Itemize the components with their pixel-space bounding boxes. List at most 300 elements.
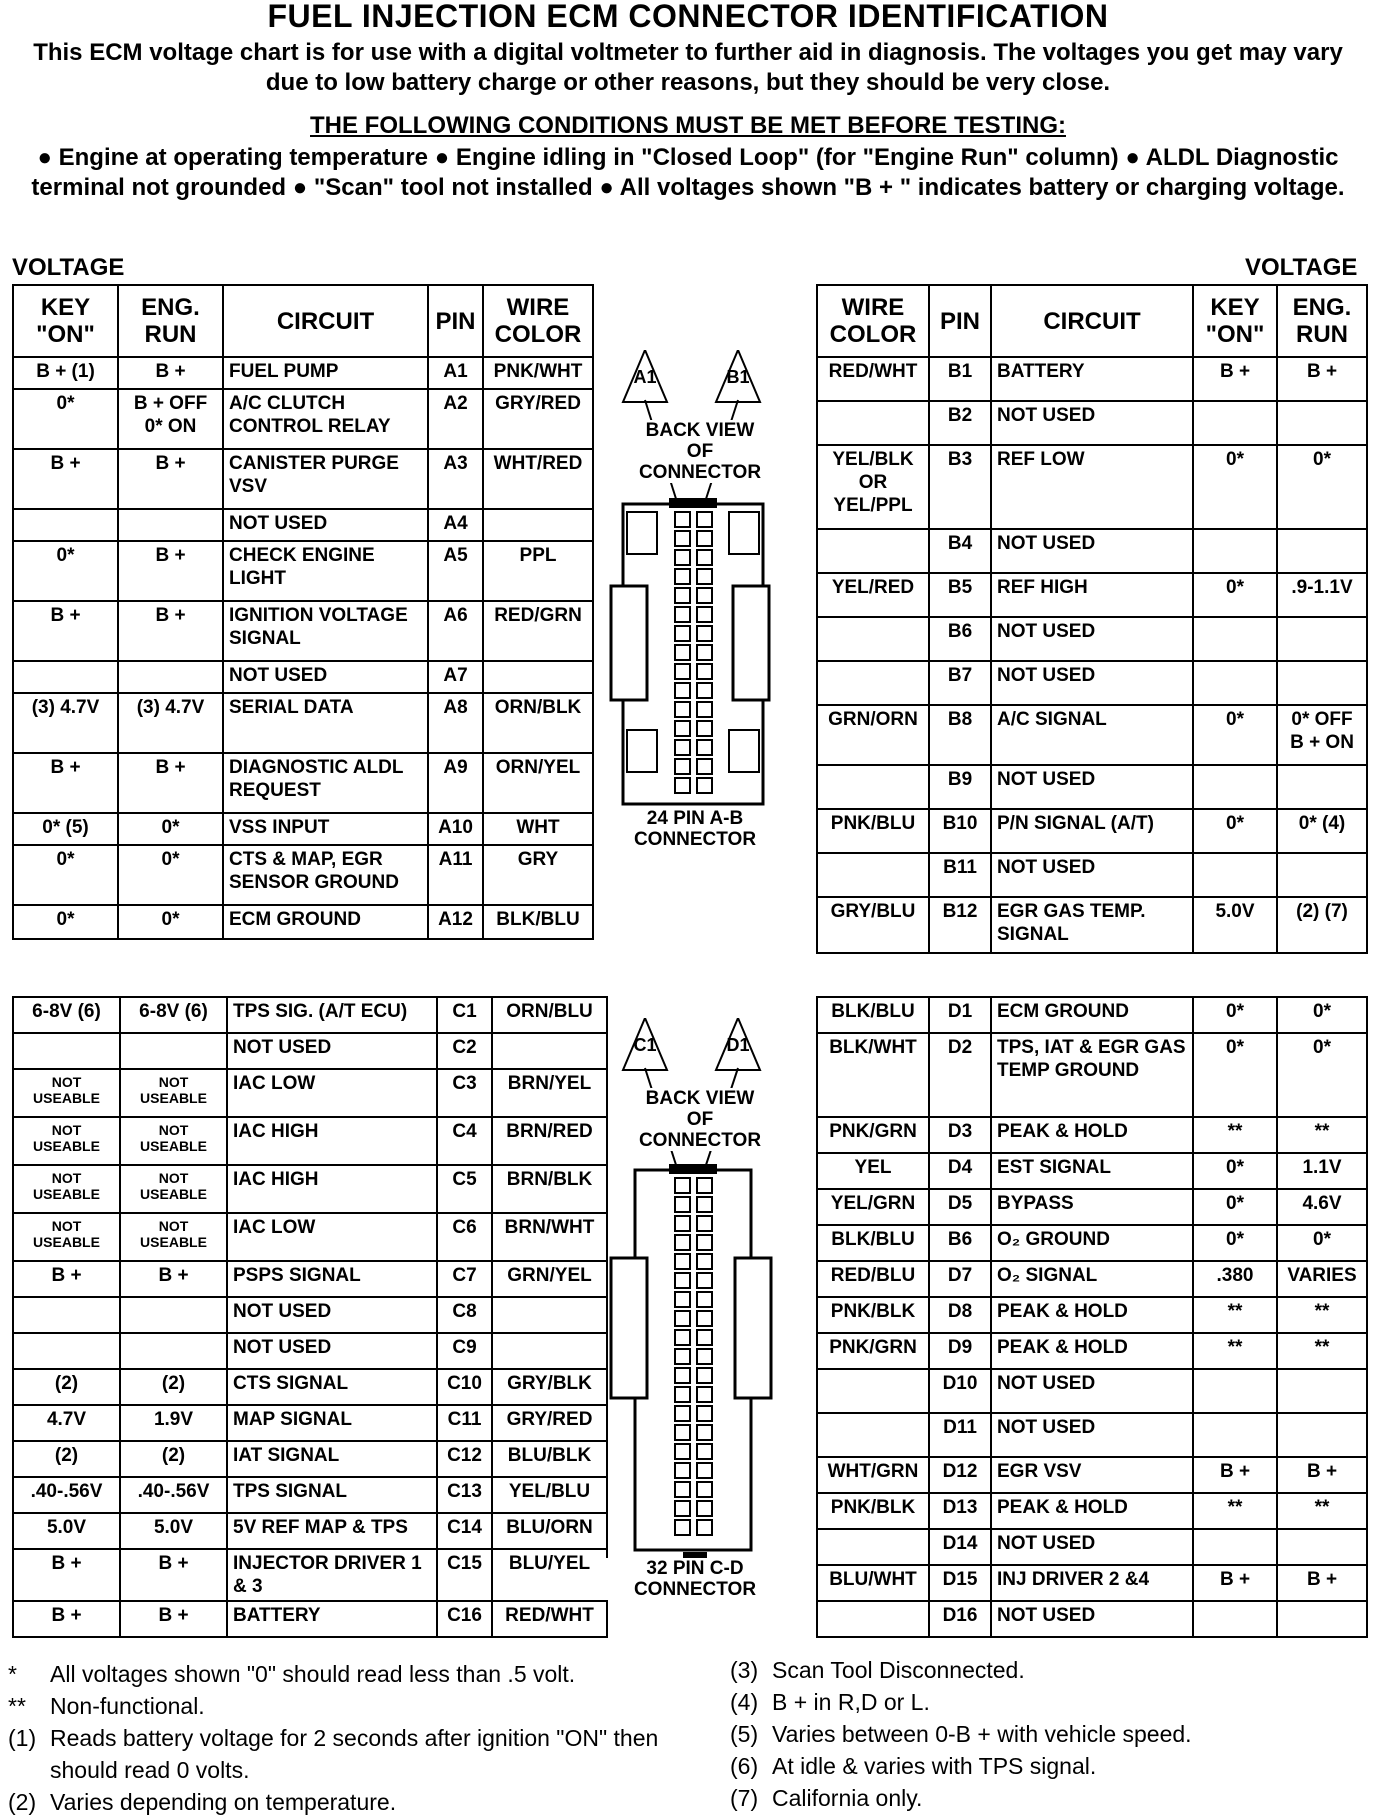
pin-cell: C7 <box>437 1261 492 1297</box>
pin-cell: D3 <box>929 1117 991 1153</box>
circuit-cell: IAC LOW <box>227 1213 437 1261</box>
back-view-label: BACK VIEW OF CONNECTOR <box>625 1088 775 1151</box>
table-row <box>817 1189 1367 1225</box>
header-pin: PIN <box>428 285 483 357</box>
circuit-cell: TPS, IAT & EGR GAS TEMP GROUND <box>991 1033 1193 1117</box>
circuit-cell: EGR VSV <box>991 1457 1193 1493</box>
pin-cavity <box>675 1501 690 1516</box>
run-cell <box>120 1333 227 1369</box>
table-row <box>817 1493 1367 1529</box>
run-cell: 0* <box>118 813 223 845</box>
table-row <box>13 997 607 1033</box>
run-cell: 5.0V <box>120 1513 227 1549</box>
key-cell: 0* <box>1193 1033 1277 1117</box>
table-row <box>13 1369 607 1405</box>
pin-cell: D16 <box>929 1601 991 1637</box>
table-row <box>13 1441 607 1477</box>
pin-cell: C9 <box>437 1333 492 1369</box>
pin-cell: B2 <box>929 401 991 445</box>
pin-cavity <box>697 664 712 679</box>
circuit-cell: IGNITION VOLTAGE SIGNAL <box>223 601 428 661</box>
notes-left <box>8 1658 708 1818</box>
table-row <box>817 573 1367 617</box>
pin-cavity <box>675 1311 690 1326</box>
pin-cavity <box>697 683 712 698</box>
header-circuit: CIRCUIT <box>223 285 428 357</box>
pin-cell: D8 <box>929 1297 991 1333</box>
circuit-cell: DIAGNOSTIC ALDL REQUEST <box>223 753 428 813</box>
wire-cell: GRY/RED <box>483 389 593 449</box>
pin-cavity <box>675 759 690 774</box>
run-cell: 1.1V <box>1277 1153 1367 1189</box>
pin-cavity <box>675 778 690 793</box>
pin-cavity <box>675 1292 690 1307</box>
run-cell: VARIES <box>1277 1261 1367 1297</box>
key-cell: B + (1) <box>13 357 118 389</box>
wire-cell <box>817 765 929 809</box>
pin-cavity <box>697 1216 712 1231</box>
pin-cell: A1 <box>428 357 483 389</box>
conditions-text: ● Engine at operating temperature ● Engine idling in "Closed Loop" (for "Engine Run" column) ● ALDL Diagnostic terminal not grounded ● "Scan" tool not installed ● All voltages shown "B + " indicates battery or charging voltage. <box>31 144 1345 201</box>
run-cell: B + <box>118 357 223 389</box>
table-row <box>817 617 1367 661</box>
pin-cell: C13 <box>437 1477 492 1513</box>
circuit-cell: REF LOW <box>991 445 1193 529</box>
circuit-cell: IAT SIGNAL <box>227 1441 437 1477</box>
pin-cavity <box>697 740 712 755</box>
table-row <box>817 1529 1367 1565</box>
wire-cell: BRN/WHT <box>492 1213 607 1261</box>
pin-cavity <box>675 740 690 755</box>
wire-cell: PNK/BLK <box>817 1297 929 1333</box>
key-cell <box>13 1333 120 1369</box>
circuit-cell: PEAK & HOLD <box>991 1333 1193 1369</box>
wire-cell: YEL/GRN <box>817 1189 929 1225</box>
table-row <box>13 1033 607 1069</box>
header-wire-color: WIRE COLOR <box>817 285 929 357</box>
pin-cell: D11 <box>929 1413 991 1457</box>
pin-cavity <box>697 607 712 622</box>
circuit-cell: TPS SIG. (A/T ECU) <box>227 997 437 1033</box>
footnote <box>8 1658 708 1690</box>
key-cell: B + <box>1193 1565 1277 1601</box>
run-cell <box>120 1033 227 1069</box>
pin-cell: C11 <box>437 1405 492 1441</box>
table-row <box>13 601 593 661</box>
pin-cavity <box>675 1197 690 1212</box>
footnote-mark: ** <box>8 1693 26 1719</box>
pin-cell: C6 <box>437 1213 492 1261</box>
circuit-cell: CANISTER PURGE VSV <box>223 449 428 509</box>
pin-cavity <box>697 759 712 774</box>
pin-cell: C14 <box>437 1513 492 1549</box>
pin-cell: D7 <box>929 1261 991 1297</box>
key-cell: 0* <box>1193 809 1277 853</box>
circuit-cell: A/C CLUTCH CONTROL RELAY <box>223 389 428 449</box>
table-row <box>13 1477 607 1513</box>
pin-cavity <box>697 1349 712 1364</box>
key-cell: 6-8V (6) <box>13 997 120 1033</box>
pin-cell: C16 <box>437 1601 492 1637</box>
table-row <box>817 357 1367 401</box>
run-cell: B + <box>120 1601 227 1637</box>
table-row <box>13 661 593 693</box>
pin-cavity <box>675 721 690 736</box>
table-b <box>816 284 1368 954</box>
table-row <box>13 905 593 939</box>
circuit-cell: NOT USED <box>991 1413 1193 1457</box>
footnote <box>8 1690 708 1722</box>
run-cell: B + <box>1277 1565 1367 1601</box>
pin-cell: B6 <box>929 1225 991 1261</box>
wire-cell: WHT/GRN <box>817 1457 929 1493</box>
circuit-cell: NOT USED <box>991 661 1193 705</box>
run-cell: .40-.56V <box>120 1477 227 1513</box>
circuit-cell: VSS INPUT <box>223 813 428 845</box>
key-cell: B + <box>13 753 118 813</box>
wire-cell: BLK/BLU <box>817 997 929 1033</box>
pin-cavity <box>697 702 712 717</box>
pin-label-b1: B1 <box>726 367 750 387</box>
wire-cell <box>817 529 929 573</box>
key-cell: 0* <box>13 541 118 601</box>
run-cell <box>118 509 223 541</box>
footnote-text: All voltages shown "0" should read less than .5 volt. <box>50 1661 576 1687</box>
footnote-mark: (5) <box>730 1721 759 1747</box>
wire-cell: PNK/GRN <box>817 1117 929 1153</box>
key-cell <box>1193 765 1277 809</box>
table-row <box>817 1225 1367 1261</box>
footnote-mark: (7) <box>730 1785 759 1811</box>
table-row <box>13 1333 607 1369</box>
pin-cavity <box>675 531 690 546</box>
circuit-cell: NOT USED <box>227 1333 437 1369</box>
run-cell: B + <box>120 1261 227 1297</box>
footnote-text: Varies depending on temperature. <box>50 1789 397 1815</box>
run-cell <box>1277 1369 1367 1413</box>
pin-cavity <box>675 645 690 660</box>
table-row <box>817 529 1367 573</box>
key-cell: 0* <box>1193 997 1277 1033</box>
table-row <box>13 1297 607 1333</box>
run-cell: ** <box>1277 1493 1367 1529</box>
header-eng-run: ENG. RUN <box>118 285 223 357</box>
pin-cavity <box>697 645 712 660</box>
run-cell: 0* (4) <box>1277 809 1367 853</box>
table-row <box>817 853 1367 897</box>
pin-cavity <box>697 1311 712 1326</box>
table-row <box>13 813 593 845</box>
circuit-cell: NOT USED <box>991 1369 1193 1413</box>
run-cell <box>1277 853 1367 897</box>
pin-cavity <box>697 1368 712 1383</box>
table-row <box>13 357 593 389</box>
key-cell: NOT USEABLE <box>13 1213 120 1261</box>
table-d <box>816 996 1368 1638</box>
pin-cavity <box>697 569 712 584</box>
wire-cell: GRY/RED <box>492 1405 607 1441</box>
pin-cavity <box>697 626 712 641</box>
connector-cd-diagram <box>605 1018 805 1608</box>
pin-cavity <box>675 1235 690 1250</box>
header-circuit: CIRCUIT <box>991 285 1193 357</box>
key-cell: ** <box>1193 1117 1277 1153</box>
wire-cell <box>483 509 593 541</box>
table-row <box>817 401 1367 445</box>
pin-cavity <box>675 626 690 641</box>
circuit-cell: REF HIGH <box>991 573 1193 617</box>
wire-cell <box>817 617 929 661</box>
pin-cell: B9 <box>929 765 991 809</box>
pin-cell: D15 <box>929 1565 991 1601</box>
run-cell: 4.6V <box>1277 1189 1367 1225</box>
run-cell: (3) 4.7V <box>118 693 223 753</box>
circuit-cell: NOT USED <box>223 509 428 541</box>
footnote-text: Reads battery voltage for 2 seconds after ignition "ON" then should read 0 volts. <box>50 1725 659 1783</box>
pin-label-a1: A1 <box>633 367 657 387</box>
key-cell: 0* <box>13 389 118 449</box>
pin-cavity <box>697 1463 712 1478</box>
key-cell <box>1193 661 1277 705</box>
wire-cell: WHT <box>483 813 593 845</box>
pin-cell: B1 <box>929 357 991 401</box>
run-cell <box>1277 1529 1367 1565</box>
pin-cell: A11 <box>428 845 483 905</box>
key-cell: .40-.56V <box>13 1477 120 1513</box>
wire-cell: PNK/WHT <box>483 357 593 389</box>
table-row <box>13 1513 607 1549</box>
connector-ab-diagram <box>605 350 805 870</box>
pin-cavity <box>697 721 712 736</box>
wire-cell: ORN/BLU <box>492 997 607 1033</box>
connector-cd-name: 32 PIN C-D CONNECTOR <box>605 1558 785 1600</box>
key-cell: 4.7V <box>13 1405 120 1441</box>
header-pin: PIN <box>929 285 991 357</box>
pin-cell: A6 <box>428 601 483 661</box>
run-cell: (2) <box>120 1441 227 1477</box>
key-cell: B + <box>13 449 118 509</box>
wire-cell: GRN/ORN <box>817 705 929 765</box>
wire-cell <box>817 1413 929 1457</box>
circuit-cell: O₂ GROUND <box>991 1225 1193 1261</box>
pin-cell: C5 <box>437 1165 492 1213</box>
run-cell <box>1277 1413 1367 1457</box>
pin-cavity <box>697 1273 712 1288</box>
pin-cell: D13 <box>929 1493 991 1529</box>
run-cell: (2) <box>120 1369 227 1405</box>
pin-cell: D4 <box>929 1153 991 1189</box>
key-cell: B + <box>1193 1457 1277 1493</box>
key-cell <box>13 1297 120 1333</box>
key-cell <box>1193 1529 1277 1565</box>
pin-cavity <box>675 1178 690 1193</box>
pin-cell: C1 <box>437 997 492 1033</box>
run-cell: (2) (7) <box>1277 897 1367 953</box>
pin-cell: C10 <box>437 1369 492 1405</box>
wire-cell: PNK/BLK <box>817 1493 929 1529</box>
pin-cavity <box>675 1387 690 1402</box>
header-key-on: KEY "ON" <box>13 285 118 357</box>
wire-cell <box>817 401 929 445</box>
pin-cell: D12 <box>929 1457 991 1493</box>
key-cell: 0* <box>1193 705 1277 765</box>
table-row <box>817 445 1367 529</box>
table-row <box>13 753 593 813</box>
wire-cell: BLU/BLK <box>492 1441 607 1477</box>
table-row <box>817 1413 1367 1457</box>
header-wire-color: WIRE COLOR <box>483 285 593 357</box>
wire-cell: GRY/BLU <box>817 897 929 953</box>
wire-cell: ORN/YEL <box>483 753 593 813</box>
pin-cell: C2 <box>437 1033 492 1069</box>
wire-cell: GRN/YEL <box>492 1261 607 1297</box>
circuit-cell: PSPS SIGNAL <box>227 1261 437 1297</box>
wire-cell: PNK/GRN <box>817 1333 929 1369</box>
key-cell <box>13 661 118 693</box>
key-cell <box>1193 1369 1277 1413</box>
circuit-cell: INJECTOR DRIVER 1 & 3 <box>227 1549 437 1601</box>
wire-cell: YEL <box>817 1153 929 1189</box>
wire-cell: WHT/RED <box>483 449 593 509</box>
table-row <box>817 765 1367 809</box>
pin-cell: A9 <box>428 753 483 813</box>
run-cell <box>1277 765 1367 809</box>
circuit-cell: NOT USED <box>227 1297 437 1333</box>
key-cell: (2) <box>13 1441 120 1477</box>
pin-cavity <box>697 778 712 793</box>
table-row <box>817 809 1367 853</box>
key-cell: 0* <box>1193 1153 1277 1189</box>
footnote-text: At idle & varies with TPS signal. <box>772 1753 1097 1779</box>
pin-cavity <box>697 512 712 527</box>
key-cell <box>1193 617 1277 661</box>
circuit-cell: IAC HIGH <box>227 1165 437 1213</box>
table-row <box>13 845 593 905</box>
pin-cavity <box>697 531 712 546</box>
pin-cell: B12 <box>929 897 991 953</box>
key-cell: B + <box>13 1261 120 1297</box>
pin-cavity <box>675 588 690 603</box>
header-eng-run: ENG. RUN <box>1277 285 1367 357</box>
table-row <box>817 661 1367 705</box>
footnote <box>730 1686 1360 1718</box>
table-row <box>13 693 593 753</box>
circuit-cell: A/C SIGNAL <box>991 705 1193 765</box>
key-cell <box>1193 853 1277 897</box>
pin-cavity <box>675 1349 690 1364</box>
run-cell <box>120 1297 227 1333</box>
key-cell: (2) <box>13 1369 120 1405</box>
circuit-cell: FUEL PUMP <box>223 357 428 389</box>
wire-cell: PNK/BLU <box>817 809 929 853</box>
circuit-cell: CTS SIGNAL <box>227 1369 437 1405</box>
voltage-label-left: VOLTAGE <box>12 254 125 281</box>
wire-cell: BRN/BLK <box>492 1165 607 1213</box>
wire-cell: GRY <box>483 845 593 905</box>
pin-cell: B10 <box>929 809 991 853</box>
pin-cavity <box>675 664 690 679</box>
pin-cell: A3 <box>428 449 483 509</box>
key-cell <box>1193 1601 1277 1637</box>
page-title: FUEL INJECTION ECM CONNECTOR IDENTIFICATION <box>267 0 1109 34</box>
footnote-mark: * <box>8 1661 17 1687</box>
key-cell: ** <box>1193 1297 1277 1333</box>
footnote-text: Non-functional. <box>50 1693 205 1719</box>
circuit-cell: NOT USED <box>223 661 428 693</box>
run-cell: 0* <box>1277 1225 1367 1261</box>
wire-cell: RED/WHT <box>817 357 929 401</box>
key-cell: 0* (5) <box>13 813 118 845</box>
pin-cavity <box>675 702 690 717</box>
key-cell: 5.0V <box>1193 897 1277 953</box>
run-cell: 0* <box>1277 445 1367 529</box>
pin-cavity <box>697 1444 712 1459</box>
wire-cell: RED/WHT <box>492 1601 607 1637</box>
pin-cavity <box>675 569 690 584</box>
footnote <box>730 1750 1360 1782</box>
pin-label-d1: D1 <box>726 1035 750 1055</box>
header-key-on: KEY "ON" <box>1193 285 1277 357</box>
footnote <box>730 1654 1360 1686</box>
run-cell: NOT USEABLE <box>120 1165 227 1213</box>
table-row <box>817 1333 1367 1369</box>
footnote-mark: (6) <box>730 1753 759 1779</box>
key-cell: NOT USEABLE <box>13 1165 120 1213</box>
wire-cell <box>492 1333 607 1369</box>
pin-cavity <box>697 1197 712 1212</box>
notes-right <box>730 1654 1360 1814</box>
run-cell: B + <box>118 449 223 509</box>
wire-cell: BRN/YEL <box>492 1069 607 1117</box>
pin-cell: A2 <box>428 389 483 449</box>
pin-cell: B5 <box>929 573 991 617</box>
key-cell: NOT USEABLE <box>13 1069 120 1117</box>
circuit-cell: NOT USED <box>227 1033 437 1069</box>
run-cell <box>1277 1601 1367 1637</box>
run-cell: B + <box>120 1549 227 1601</box>
circuit-cell: EGR GAS TEMP. SIGNAL <box>991 897 1193 953</box>
pin-cell: D2 <box>929 1033 991 1117</box>
pin-cell: A7 <box>428 661 483 693</box>
circuit-cell: O₂ SIGNAL <box>991 1261 1193 1297</box>
wire-cell: YEL/BLK OR YEL/PPL <box>817 445 929 529</box>
circuit-cell: P/N SIGNAL (A/T) <box>991 809 1193 853</box>
footnote-mark: (3) <box>730 1657 759 1683</box>
pin-cavity <box>675 1444 690 1459</box>
table-row <box>817 1369 1367 1413</box>
circuit-cell: BATTERY <box>991 357 1193 401</box>
run-cell <box>1277 661 1367 705</box>
circuit-cell: ECM GROUND <box>223 905 428 939</box>
pin-label-c1: C1 <box>633 1035 657 1055</box>
pin-cell: B7 <box>929 661 991 705</box>
key-cell: 0* <box>1193 445 1277 529</box>
footnote-text: B + in R,D or L. <box>772 1689 930 1715</box>
table-row <box>817 897 1367 953</box>
run-cell: 0* <box>1277 1033 1367 1117</box>
pin-cell: C12 <box>437 1441 492 1477</box>
table-row <box>817 1033 1367 1117</box>
table-row <box>817 1297 1367 1333</box>
run-cell: 0* <box>1277 997 1367 1033</box>
run-cell <box>1277 617 1367 661</box>
key-cell: B + <box>13 601 118 661</box>
voltage-label-right: VOLTAGE <box>1245 254 1358 281</box>
key-cell <box>13 509 118 541</box>
wire-cell: BLU/YEL <box>492 1549 607 1601</box>
run-cell: 0* OFF B + ON <box>1277 705 1367 765</box>
footnote-mark: (2) <box>8 1789 37 1815</box>
